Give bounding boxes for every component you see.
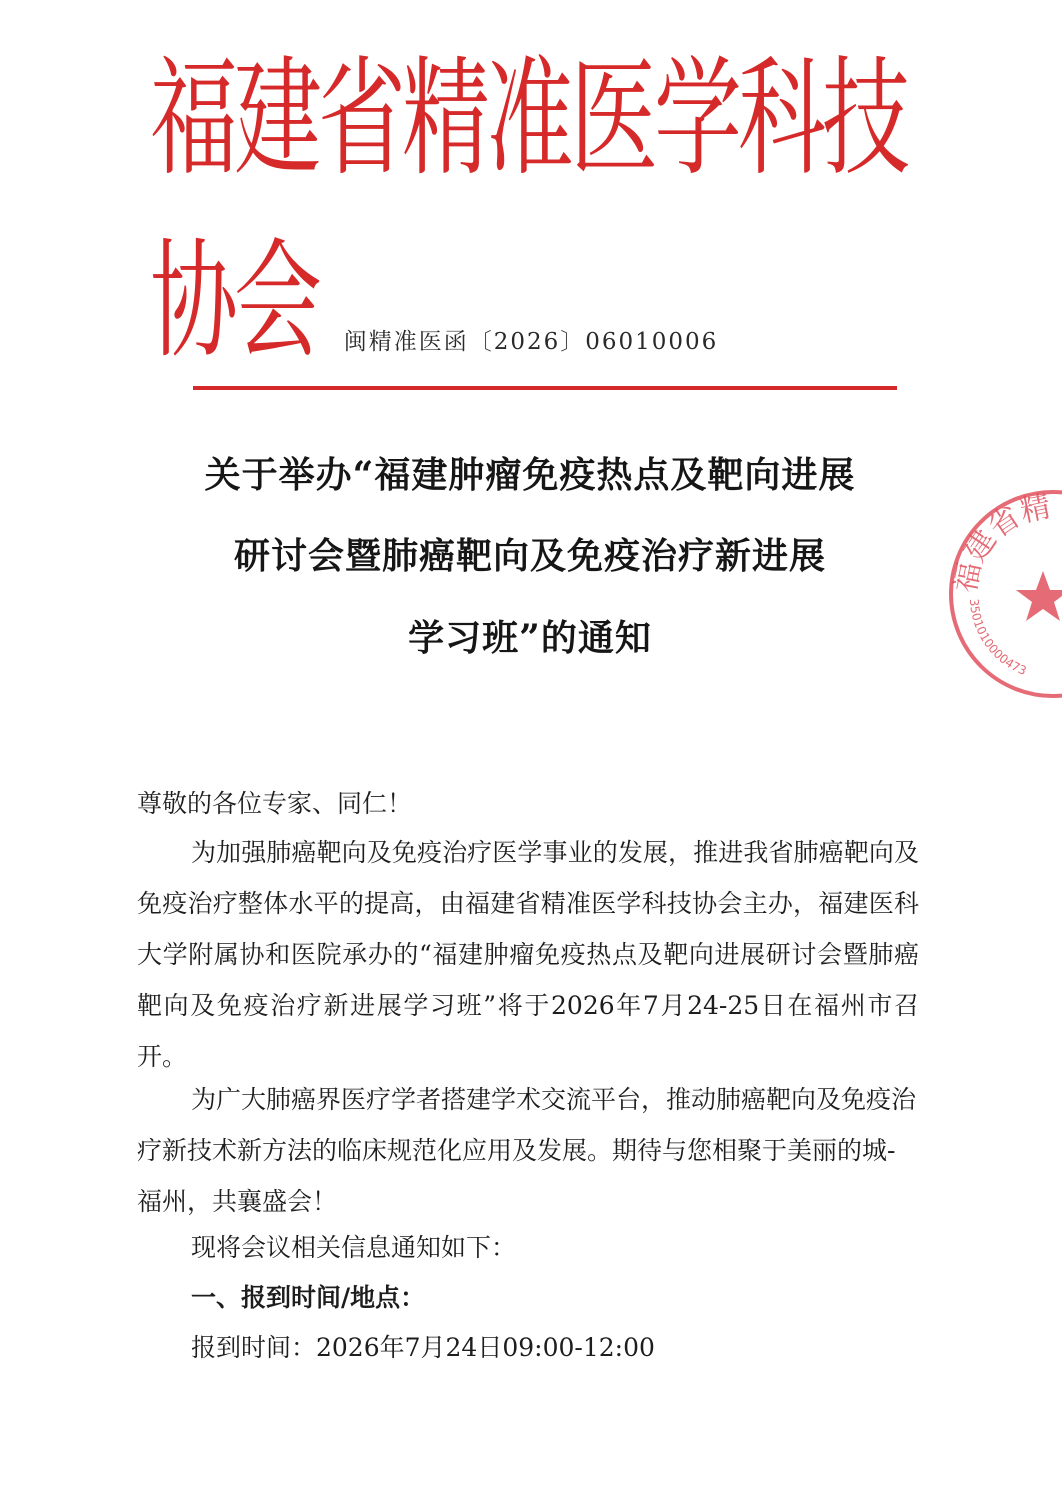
red-divider-line <box>193 386 897 390</box>
registration-time: 报到时间：2026年7月24日09:00-12:00 <box>191 1333 655 1362</box>
section-heading-1: 一、报到时间/地点： <box>191 1283 426 1312</box>
seal-text: 福建省精 <box>948 489 1054 596</box>
svg-text:福建省精 <box>948 489 1054 595</box>
document-number: 闽精准医函〔2026〕06010006 <box>343 329 719 355</box>
body-paragraph-2: 为广大肺癌界医疗学者搭建学术交流平台，推动肺癌靶向及免疫治疗新技术新方法的临床规范化应用及发展。期待与您相聚于美丽的城-福州，共襄盛会！ <box>137 1085 917 1216</box>
seal-star-icon <box>1016 571 1062 621</box>
body-paragraph-1: 为加强肺癌靶向及免疫治疗医学事业的发展，推进我省肺癌靶向及免疫治疗整体水平的提高，由福建省精准医学科技协会主办，福建医科大学附属协和医院承办的“福建肿瘤免疫热点及靶向进展研讨会暨肺癌靶向及免疫治疗新进展学习班”将于2026年7月24-25日在福州市召开。 <box>137 838 919 1071</box>
svg-text:3501010000473 <box>967 598 1029 678</box>
title-line-2: 研讨会暨肺癌靶向及免疫治疗新进展 <box>233 535 826 577</box>
title-line-1: 关于举办“福建肿瘤免疫热点及靶向进展 <box>204 454 856 496</box>
title-line-3: 学习班”的通知 <box>408 617 652 659</box>
organization-letterhead: 福建省精准医学科技协会 <box>150 43 907 376</box>
official-seal-stamp <box>948 489 1062 699</box>
body-paragraph-3: 现将会议相关信息通知如下： <box>191 1233 517 1262</box>
seal-code: 3501010000473 <box>966 598 1029 679</box>
salutation: 尊敬的各位专家、同仁！ <box>137 789 413 818</box>
